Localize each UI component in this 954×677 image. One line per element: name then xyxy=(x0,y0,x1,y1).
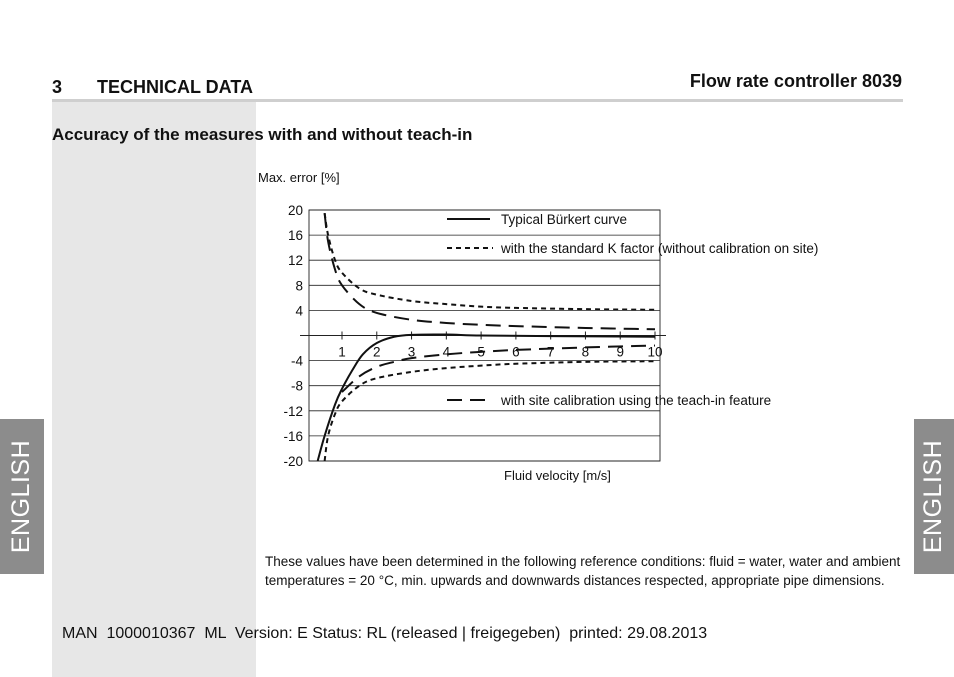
x-tick-label: 1 xyxy=(338,344,346,360)
x-tick-label: 2 xyxy=(373,344,381,360)
y-tick-label: -20 xyxy=(283,454,303,469)
y-tick-label: -8 xyxy=(290,378,303,394)
x-tick-label: 8 xyxy=(581,344,590,360)
document-title: Flow rate controller 8039 xyxy=(689,71,902,91)
page-subtitle: Accuracy of the measures with and without teach-in xyxy=(52,125,473,144)
y-tick-label: -4 xyxy=(290,353,303,369)
y-tick-label: 12 xyxy=(287,253,303,269)
x-tick-label: 6 xyxy=(512,344,520,360)
x-tick-label: 4 xyxy=(442,344,451,360)
x-axis-label: Fluid velocity [m/s] xyxy=(504,468,611,483)
y-axis-label: Max. error [%] xyxy=(258,170,340,185)
legend-label-solid: Typical Bürkert curve xyxy=(501,212,628,227)
x-tick-label: 3 xyxy=(407,344,416,360)
language-tab-left-label: ENGLISH xyxy=(7,439,36,554)
series-line-dotted-1 xyxy=(325,213,655,310)
y-tick-label: -16 xyxy=(283,428,303,444)
legend-label-dotted: with the standard K factor (without calibration on site) xyxy=(501,241,819,256)
document-footer: MAN 1000010367 ML Version: E Status: RL (released | freigegeben) printed: 29.08.2013 xyxy=(62,625,708,642)
y-tick-label: 16 xyxy=(287,228,303,244)
x-tick-label: 10 xyxy=(647,344,663,360)
x-tick-label: 7 xyxy=(546,344,555,360)
y-tick-label: 20 xyxy=(287,203,303,218)
y-tick-label: 4 xyxy=(295,303,303,319)
series-line-dashed-4 xyxy=(342,346,655,392)
series-line-dashed-3 xyxy=(325,213,655,329)
legend-label-dashed: with site calibration using the teach-in feature xyxy=(501,393,772,408)
x-tick-label: 5 xyxy=(477,344,485,360)
y-tick-label: -12 xyxy=(283,403,303,419)
y-tick-label: 8 xyxy=(295,278,303,294)
section-number: 3 xyxy=(52,77,63,97)
reference-conditions-note: These values have been determined in the following reference conditions: fluid = water, water and ambient temperatures = 20 °C, min. upwards and downwards distances respected, appropriate pipe dimensions. xyxy=(265,554,901,588)
x-tick-label: 9 xyxy=(616,344,624,360)
section-title: TECHNICAL DATA xyxy=(97,77,253,97)
language-tab-right-label: ENGLISH xyxy=(919,439,948,554)
